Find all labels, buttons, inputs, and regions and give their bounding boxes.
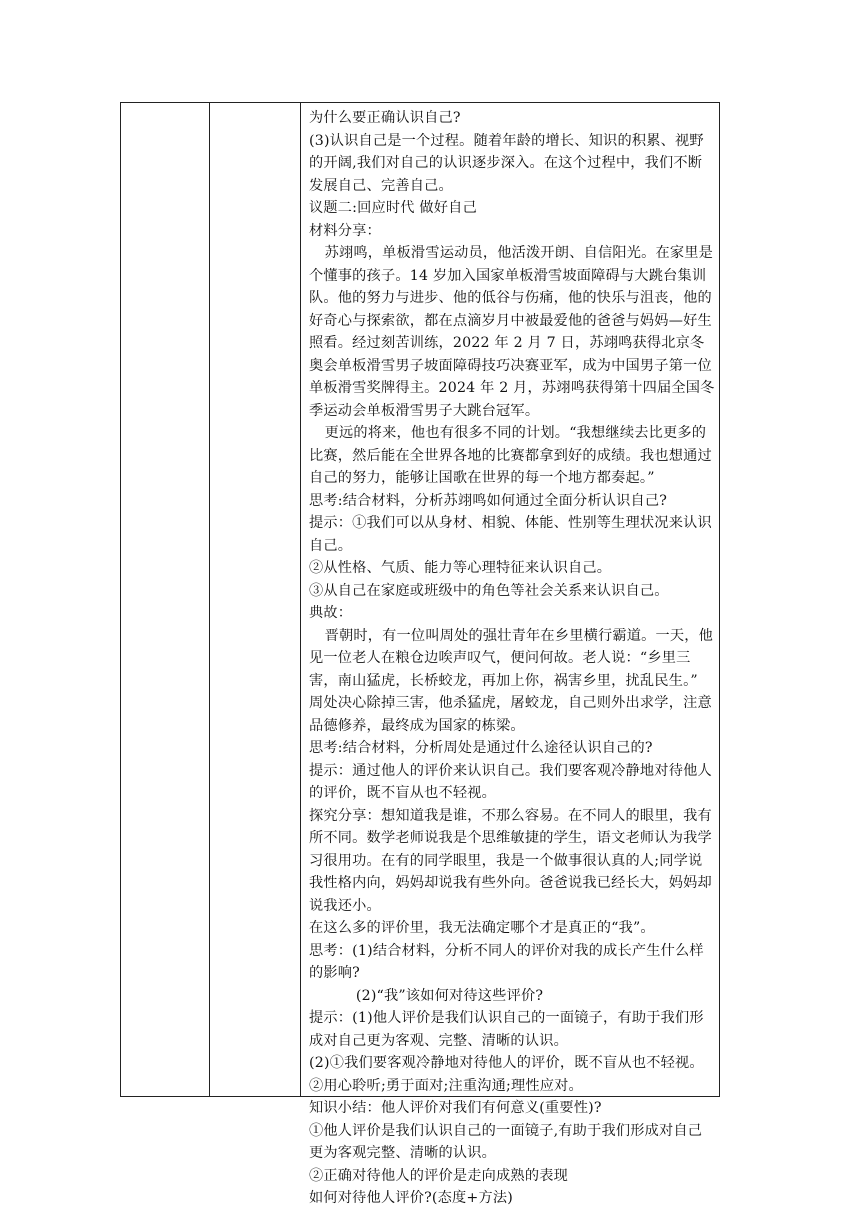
paragraph: 更远的将来，他也有很多不同的计划。“我想继续去比更多的比赛，然后能在全世界各地的比赛都拿到好的成绩。我也想通过自己的努力，能够让国歌在世界的每一个地方都奏起。”: [309, 425, 712, 486]
lesson-table: [120, 102, 720, 1206]
hint: 提示：(1)他人评价是我们认识自己的一面镜子，有助于我们形成对自己更为客观、完整、清晰的认识。: [309, 1010, 704, 1049]
hint: 提示：通过他人的评价来认识自己。我们要客观冷静地对待他人的评价，既不盲从也不轻视。: [309, 762, 712, 801]
summary: 如何对待他人评价?(态度+方法): [309, 1190, 514, 1206]
hint: ③从自己在家庭或班级中的角色等社会关系来认识自己。: [309, 582, 669, 599]
table-column-empty-2: [209, 103, 301, 1096]
question: (2)“我”该如何对待这些评价?: [355, 987, 544, 1004]
paragraph: 苏翊鸣，单板滑雪运动员，他活泼开朗、自信阳光。在家里是个懂事的孩子。14 岁加入国家单板滑雪坡面障碍与大跳台集训队。他的努力与进步、他的低谷与伤痛，他的快乐与沮丧，他的好奇心与探索欲，都在点滴岁月中被最爱他的爸爸与妈妈—好生照看。经过刻苦训练，2022 年 2 月 7 日，苏翊鸣获得北京冬奥会单板滑雪男子坡面障碍技巧决赛亚军，成为中国男子第一位单板滑雪奖牌得主。2024 年 2 月，苏翊鸣获得第十四届全国冬季运动会单板滑雪男子大跳台冠军。: [309, 245, 715, 419]
text-line: (3)认识自己是一个过程。随着年龄的增长、知识的积累、视野的开阔,我们对自己的认识逐步深入。在这个过程中，我们不断发展自己、完善自己。: [309, 132, 704, 194]
section-heading: 议题二:回应时代 做好自己: [309, 200, 477, 216]
question: 思考:结合材料，分析周处是通过什么途径认识自己的?: [309, 740, 653, 756]
paragraph: 探究分享：想知道我是谁，不那么容易。在不同人的眼里，我有所不同。数学老师说我是个思维敏捷的学生，语文老师认为我学习很用功。在有的同学眼里，我是一个做事很认真的人;同学说我性格内向，妈妈却说我有些外向。爸爸说我已经长大，妈妈却说我还小。: [309, 807, 712, 914]
paragraph: 周处决心除掉三害，他杀猛虎，屠蛟龙，自己则外出求学，注意品德修养，最终成为国家的栋梁。: [309, 695, 712, 734]
summary: ①他人评价是我们认识自己的一面镜子,有助于我们形成对自己更为客观完整、清晰的认识。: [309, 1122, 703, 1161]
hint: ②用心聆听;勇于面对;注重沟通;理性应对。: [309, 1077, 583, 1094]
hint: (2)①我们要客观冷静地对待他人的评价，既不盲从也不轻视。: [309, 1055, 704, 1071]
question: 思考:结合材料，分析苏翊鸣如何通过全面分析认识自己?: [309, 492, 668, 509]
hint: ②从性格、气质、能力等心理特征来认识自己。: [309, 560, 612, 576]
summary: ②正确对待他人的评价是走向成熟的表现: [309, 1167, 568, 1184]
table-content-cell: [302, 103, 719, 1206]
text-line: 典故：: [309, 605, 353, 621]
table-column-empty-1: [121, 103, 210, 1096]
text-line: 材料分享：: [309, 222, 381, 239]
paragraph: 在这么多的评价里，我无法确定哪个才是真正的“我”。: [309, 920, 655, 936]
paragraph: 晋朝时，有一位叫周处的强壮青年在乡里横行霸道。一天，他见一位老人在粮仓边唉声叹气，便问何故。老人说：“乡里三害，南山猛虎，长桥蛟龙，再加上你，祸害乡里，扰乱民生。”: [309, 627, 714, 689]
hint: 提示：①我们可以从身材、相貌、体能、性别等生理状况来认识自己。: [309, 515, 712, 554]
question: 思考：(1)结合材料，分析不同人的评价对我的成长产生什么样的影响?: [309, 942, 704, 981]
text-line: 为什么要正确认识自己?: [309, 110, 461, 126]
summary: 知识小结：他人评价对我们有何意义(重要性)?: [309, 1100, 602, 1116]
